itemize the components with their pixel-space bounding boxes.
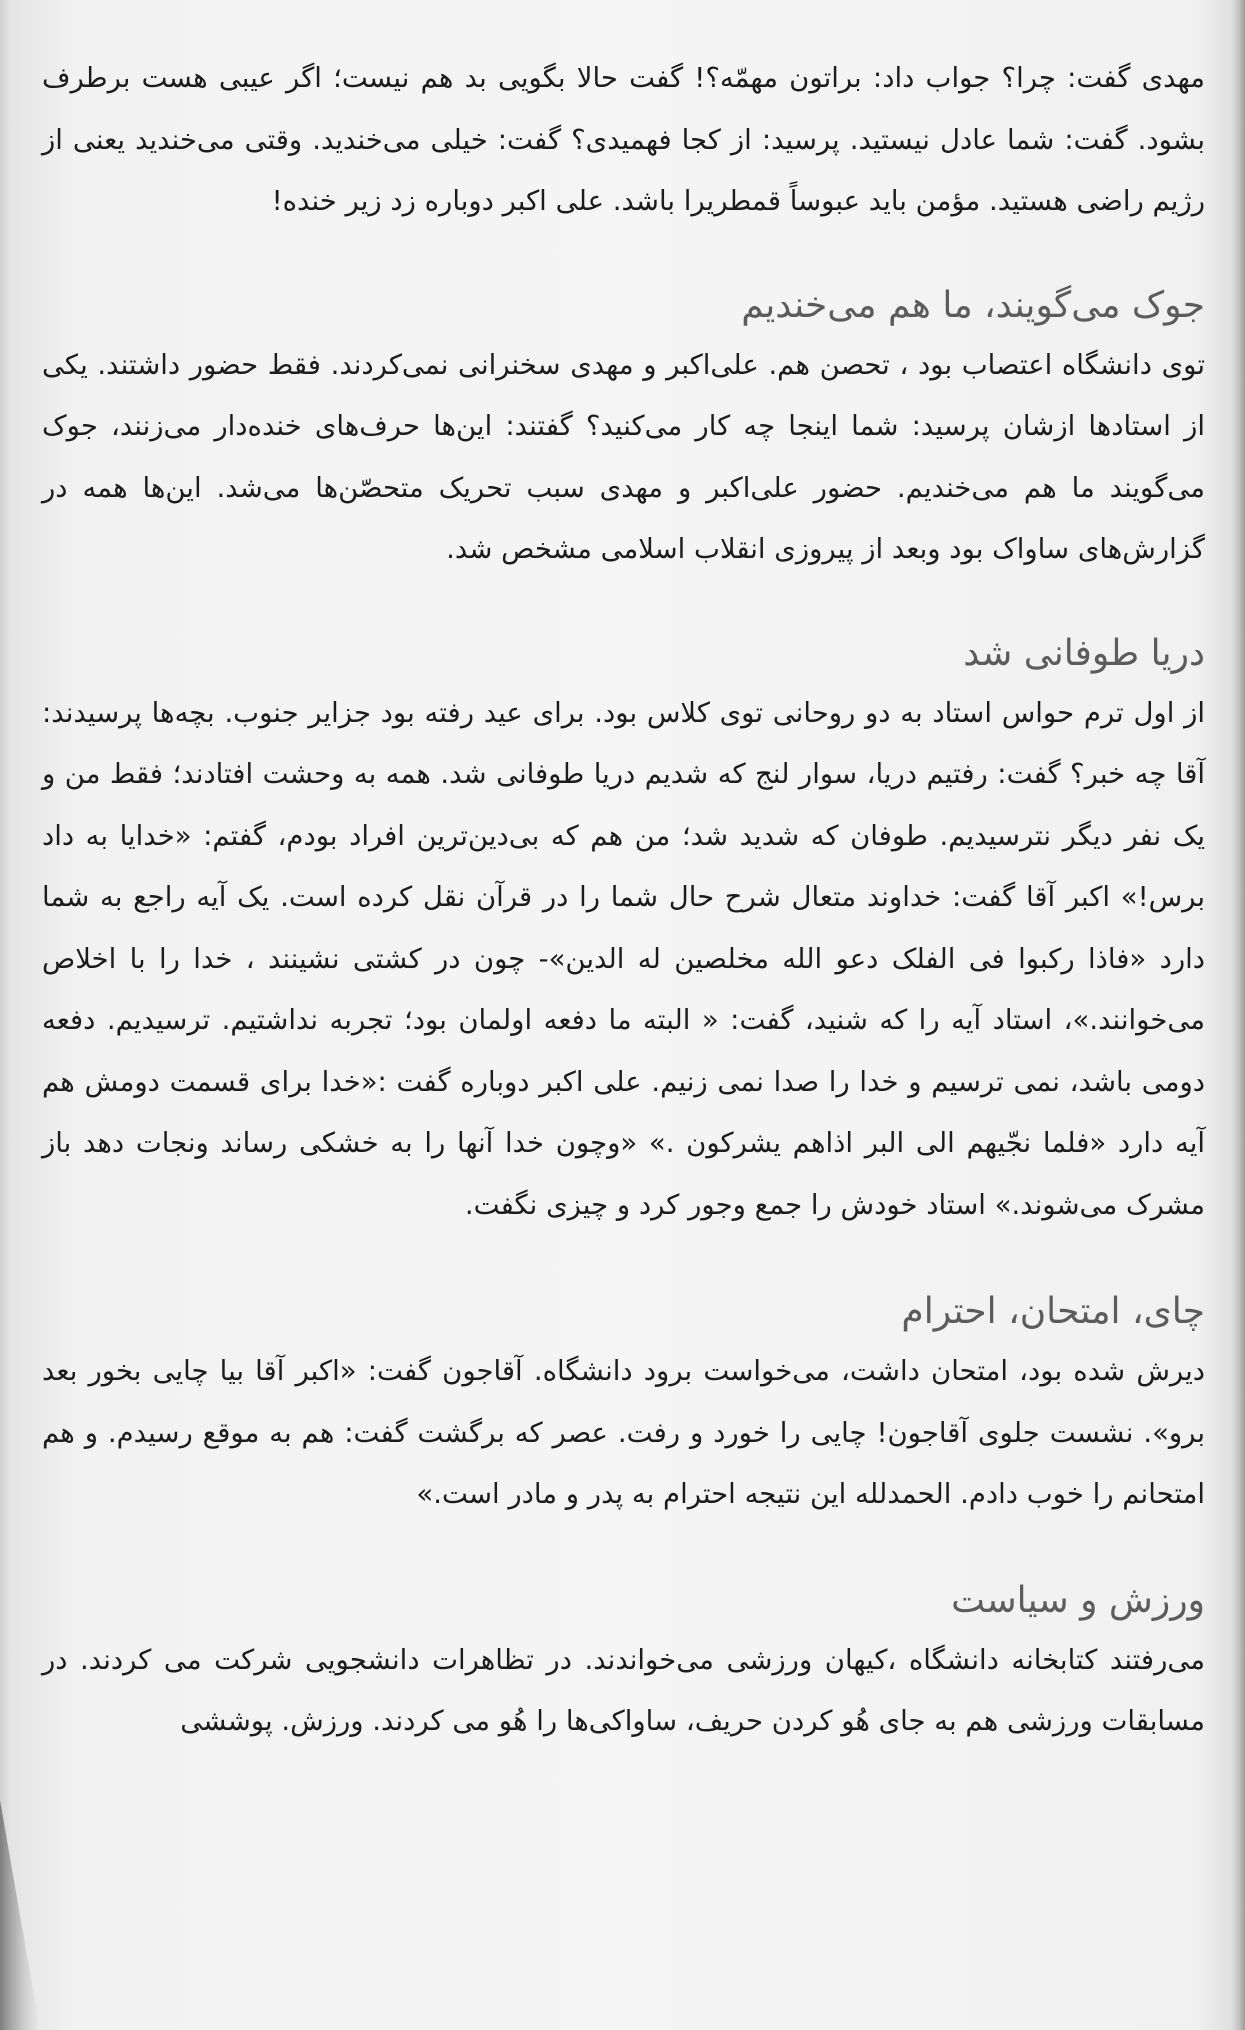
section-body-sport-politics: می‌رفتند کتابخانه دانشگاه ،کیهان ورزشی می‌خواندند. در تظاهرات دانشجویی شرکت می کردند. در مسابقات ورزشی هم به جای هُو کردن حریف، ساواکی‌ها را هُو می کردند. ورزش. پوششی xyxy=(42,1643,1205,1737)
section-body-stormy-sea: از اول ترم حواس استاد به دو روحانی توی کلاس بود. برای عید رفته بود جزایر جنوب. بچه‌ها پرسیدند: آقا چه خبر؟ گفت: رفتیم دریا، سوار لنج که شدیم دریا طوفانی شد. همه به وحشت افتادند؛ فقط من و یک نفر دیگر نترسیدیم. طوفان که شدید شد؛ من هم که بی‌دین‌ترین افراد بودم، گفتم: «خدایا به داد برس!» اکبر آقا گفت: خداوند متعال شرح حال شما را در قرآن نقل کرده است. یک آیه راجع به شما دارد «فاذا رکبوا فی الفلک دعو الله مخلصین له الدین»- چون در کشتی نشینند ، خدا را با اخلاص می‌خوانند.»، استاد آیه را که شنید، گفت: « البته ما دفعه اولمان بود؛ تجربه نداشتیم. ترسیدیم. دفعه دومی باشد، نمی ترسیم و خدا را صدا نمی زنیم. علی اکبر دوباره گفت :«خدا برای قسمت دومش هم آیه دارد «فلما نجّیهم الی البر اذاهم یشرکون .» «وچون خدا آنها را به خشکی رساند ونجات دهد باز مشرک می‌شوند.» استاد خودش را جمع وجور کرد و چیزی نگفت. xyxy=(42,696,1205,1221)
page-corner-shadow xyxy=(0,1800,40,2030)
page-text-column xyxy=(42,48,1205,1753)
section-heading-tea-exam-respect: چای، امتحان، احترام xyxy=(901,1291,1205,1332)
section-body-jokes: توی دانشگاه اعتصاب بود ، تحصن هم. علی‌اکبر و مهدی سخنرانی نمی‌کردند. فقط حضور داشتند. یکی از استادها ازشان پرسید: شما اینجا چه کار می‌کنید؟ گفتند: این‌ها حرف‌های خنده‌دار می‌زنند، جوک می‌گویند ما هم می‌خندیم. حضور علی‌اکبر و مهدی سبب تحریک متحصّن‌ها می‌شد. این‌ها همه در گزارش‌های ساواک بود وبعد از پیروزی انقلاب اسلامی مشخص شد. xyxy=(42,348,1205,565)
section-heading-jokes: جوک می‌گویند، ما هم می‌خندیم xyxy=(741,284,1205,326)
page-left-edge-shadow xyxy=(0,0,10,2030)
section-heading-stormy-sea: دریا طوفانی شد xyxy=(963,632,1205,674)
section-body-tea-exam-respect: دیرش شده بود، امتحان داشت، می‌خواست برود دانشگاه. آقاجون گفت: «اکبر آقا بیا چایی بخور بعد برو». نشست جلوی آقاجون! چایی را خورد و رفت. عصر که برگشت گفت: هم به موقع رسیدم. و هم امتحانم را خوب دادم. الحمدلله این نتیجه احترام به پدر و مادر است.» xyxy=(42,1355,1205,1510)
intro-paragraph: مهدی گفت: چرا؟ جواب داد: براتون مهمّه؟! گفت حالا بگویی بد هم نیست؛ اگر عیبی هست برطرف بشود. گفت: شما عادل نیستید. پرسید: از کجا فهمیدی؟ گفت: خیلی می‌خندید. وقتی می‌خندید یعنی از رژیم راضی هستید. مؤمن باید عبوساً قمطریرا باشد. علی اکبر دوباره زد زیر خنده! xyxy=(42,62,1205,217)
section-heading-sport-politics: ورزش و سیاست xyxy=(951,1579,1205,1621)
page-right-edge-shadow xyxy=(1231,0,1245,2030)
